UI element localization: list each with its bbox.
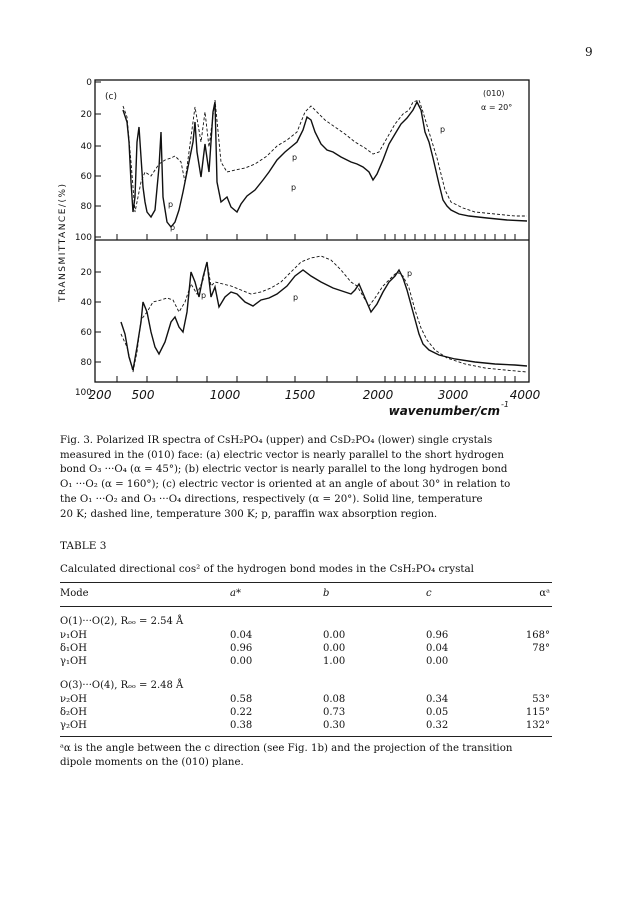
y-tick-lower: 100 <box>74 388 92 398</box>
cell-mode: γ₂OH <box>60 720 87 731</box>
y-tick-upper: 20 <box>80 110 92 120</box>
x-tick-label: 500 <box>131 388 155 402</box>
paraffin-marker: p <box>407 269 413 278</box>
header-c: c <box>426 588 432 599</box>
paraffin-marker: p <box>292 153 298 162</box>
upper-dashed-curve <box>123 100 527 216</box>
caption-line: 20 K; dashed line, temperature 300 K; p, paraffin wax absorption region. <box>60 508 438 520</box>
table-row <box>60 656 552 669</box>
table-header-rule <box>60 606 552 607</box>
y-tick-upper: 60 <box>80 172 92 182</box>
caption-line: Fig. 3. Polarized IR spectra of CsH₂PO₄ (upper) and CsD₂PO₄ (lower) single crystals <box>60 435 493 446</box>
x-tick-label: 2000 <box>362 388 394 402</box>
x-tick-label: 3000 <box>437 388 469 402</box>
table-bottom-rule <box>60 736 552 737</box>
panel-label: (c) <box>105 92 117 102</box>
cell-alpha: 168° <box>525 630 550 641</box>
x-minor-ticks <box>117 234 515 382</box>
table-row <box>60 707 552 720</box>
y-tick-upper: 80 <box>80 202 92 212</box>
table-group-title <box>60 616 552 629</box>
x-tick-label: 1000 <box>209 388 241 402</box>
cell-mode: δ₁OH <box>60 643 87 654</box>
cell-a: 0.22 <box>230 707 253 718</box>
y-tick-lower: 60 <box>80 328 92 338</box>
cell-mode: γ₁OH <box>60 656 87 667</box>
paraffin-marker: p <box>293 293 299 302</box>
cell-b: 0.00 <box>323 643 346 654</box>
cell-alpha: 132° <box>525 720 550 731</box>
y-tick-upper: 0 <box>86 78 92 88</box>
table-row <box>60 720 552 733</box>
cell-alpha: 53° <box>532 694 550 705</box>
spectra-plot <box>55 72 555 442</box>
cell-a: 0.00 <box>230 656 253 667</box>
y-tick-lower: 20 <box>80 268 92 278</box>
figure-caption <box>60 434 570 522</box>
cell-a: 0.96 <box>230 643 253 654</box>
cell-a: 0.04 <box>230 630 253 641</box>
table-row <box>60 643 552 656</box>
cell-a: 0.58 <box>230 694 253 705</box>
x-axis-label: wavenumber/cm <box>388 404 500 418</box>
y-axis-label: TRANSMITTANCE/(%) <box>58 182 68 302</box>
header-mode: Mode <box>60 588 89 599</box>
cell-alpha: 78° <box>532 643 550 654</box>
header-b: b <box>323 588 330 599</box>
y-tick-lower: 80 <box>80 358 92 368</box>
y-tick-upper: 100 <box>74 233 92 243</box>
cell-mode: ν₁OH <box>60 630 88 641</box>
cell-a: 0.38 <box>230 720 253 731</box>
group-title: O(3)···O(4), Rₒₒ = 2.48 Å <box>60 680 184 691</box>
x-tick-label: 4000 <box>509 388 541 402</box>
cell-mode: ν₂OH <box>60 694 88 705</box>
cell-mode: δ₂OH <box>60 707 87 718</box>
cell-b: 0.08 <box>323 694 346 705</box>
table-row <box>60 694 552 707</box>
upper-solid-curve <box>123 102 527 227</box>
cell-c: 0.05 <box>426 707 449 718</box>
y-tick-upper: 40 <box>80 142 92 152</box>
ir-spectra-figure <box>55 72 555 442</box>
table-group-title <box>60 680 552 693</box>
table-footnote <box>60 742 552 770</box>
y-tick-lower: 40 <box>80 298 92 308</box>
cell-c: 0.32 <box>426 720 449 731</box>
caption-line: bond O₃ ···O₄ (α = 45°); (b) electric vector is nearly parallel to the long hydrogen bond <box>60 464 508 476</box>
cell-c: 0.00 <box>426 656 449 667</box>
cell-c: 0.96 <box>426 630 449 641</box>
table-header-row <box>60 588 552 601</box>
paraffin-marker: p <box>168 200 174 209</box>
caption-line: the O₁ ···O₂ and O₃ ···O₄ directions, respectively (α = 20°). Solid line, temperature <box>60 493 483 505</box>
paraffin-marker: p <box>170 223 176 232</box>
cell-b: 0.30 <box>323 720 346 731</box>
x-axis-exponent: -1 <box>501 400 509 409</box>
caption-line: measured in the (010) face: (a) electric vector is nearly parallel to the short hydrogen <box>60 449 504 461</box>
angle-label: α = 20° <box>481 103 513 112</box>
cell-b: 0.00 <box>323 630 346 641</box>
table-label: TABLE 3 <box>60 540 107 552</box>
x-tick-label: 1500 <box>284 388 316 402</box>
paraffin-marker: p <box>201 291 207 300</box>
table-title: Calculated directional cos² of the hydrogen bond modes in the CsH₂PO₄ crystal <box>60 563 474 575</box>
footnote-line: dipole moments on the (010) plane. <box>60 757 244 768</box>
header-a: a* <box>230 588 241 599</box>
face-label: (010) <box>483 89 505 98</box>
cell-b: 0.73 <box>323 707 346 718</box>
cell-b: 1.00 <box>323 656 346 667</box>
cell-c: 0.34 <box>426 694 449 705</box>
cell-c: 0.04 <box>426 643 449 654</box>
table-row <box>60 630 552 643</box>
plot-frame <box>95 80 529 382</box>
cell-alpha: 115° <box>525 707 550 718</box>
x-tick-label: 200 <box>88 388 112 402</box>
header-alpha: αᵃ <box>539 588 550 599</box>
table-top-rule <box>60 582 552 583</box>
caption-line: O₁ ···O₂ (α = 160°); (c) electric vector is oriented at an angle of about 30° in relation to <box>60 479 511 491</box>
lower-dashed-curve <box>121 256 527 372</box>
footnote-line: ᵃα is the angle between the c direction (see Fig. 1b) and the projection of the transition <box>60 743 513 754</box>
paraffin-marker: p <box>291 183 297 192</box>
paraffin-marker: p <box>440 125 446 134</box>
group-title: O(1)···O(2), Rₒₒ = 2.54 Å <box>60 616 184 627</box>
lower-solid-curve <box>121 262 527 370</box>
page-number: 9 <box>585 45 593 59</box>
